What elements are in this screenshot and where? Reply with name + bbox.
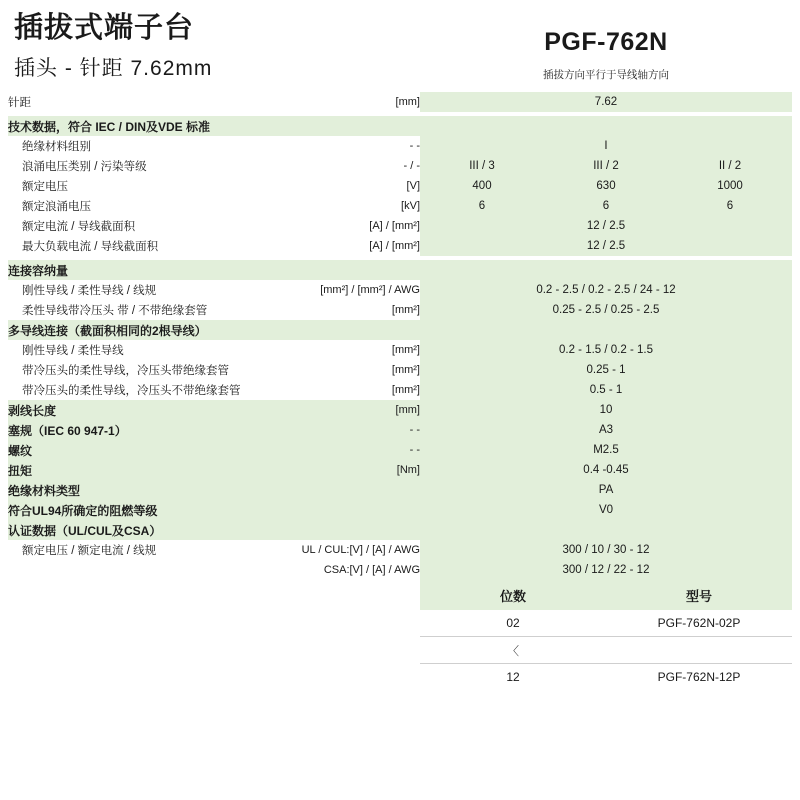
spec-label: [8, 176, 226, 196]
model-table-row: [420, 610, 792, 637]
spec-label: [8, 92, 226, 112]
spec-row: [8, 560, 792, 580]
spec-label-text: 扭矩: [8, 463, 33, 478]
model-table: [420, 580, 792, 690]
spec-row: [8, 360, 792, 380]
spec-label-text: 额定浪涌电压: [22, 201, 91, 213]
spec-label: [8, 480, 226, 500]
spec-label-text: 针距: [8, 97, 31, 109]
spec-label: [8, 540, 226, 560]
model-poles-cell: 〈: [420, 637, 606, 664]
spec-section-row: [8, 480, 792, 500]
spec-row: [8, 92, 792, 112]
model-table-row: [420, 664, 792, 691]
spec-unit: CSA:[V] / [A] / AWG: [226, 560, 420, 580]
spec-unit: - -: [226, 136, 420, 156]
spec-row: [8, 176, 792, 196]
model-type-cell: [606, 637, 792, 664]
spec-label: [8, 360, 229, 380]
spec-row: [8, 156, 792, 176]
spec-value: 12 / 2.5: [420, 216, 792, 236]
spec-value: 0.25 - 1: [420, 360, 792, 380]
spec-unit: - / -: [226, 156, 420, 176]
spec-value-cell: 1000: [717, 180, 743, 192]
model-table-row: [420, 637, 792, 664]
spec-label: [8, 380, 241, 400]
spec-row: [8, 236, 792, 256]
spec-value-cell: II / 2: [718, 160, 742, 172]
spec-unit: [mm²]: [226, 380, 420, 400]
spec-label: [8, 520, 226, 540]
spec-label: [8, 116, 226, 136]
spec-section-row: [8, 116, 792, 136]
spec-section-row: [8, 500, 792, 520]
model-poles-cell: 02: [420, 610, 606, 637]
spec-label-text: 认证数据（UL/CUL及CSA）: [8, 523, 162, 538]
spec-value-cell: 6: [726, 200, 734, 212]
spec-label: [8, 196, 226, 216]
spec-value-cell: III / 2: [593, 160, 619, 172]
spec-value-cell: 630: [596, 180, 616, 192]
spec-label: [8, 400, 226, 420]
spec-label: [8, 280, 226, 300]
spec-value: [420, 320, 792, 340]
spec-section-row: [8, 440, 792, 460]
spec-row: [8, 196, 792, 216]
spec-label-text: 多导线连接（截面积相同的2根导线）: [8, 323, 207, 338]
specification-table: [8, 92, 792, 580]
spec-value: 300 / 10 / 30 - 12: [420, 540, 792, 560]
spec-unit: [mm²]: [226, 340, 420, 360]
spec-section-row: [8, 420, 792, 440]
spec-value-cell: III / 3: [469, 160, 495, 172]
spec-label-text: 符合UL94所确定的阻燃等级: [8, 503, 158, 518]
spec-unit: [226, 320, 420, 340]
spec-value: 0.2 - 2.5 / 0.2 - 2.5 / 24 - 12: [420, 280, 792, 300]
spec-label-text: 刚性导线 / 柔性导线 / 线规: [22, 285, 157, 297]
spec-label-text: 刚性导线 / 柔性导线: [22, 345, 124, 357]
spec-unit: [Nm]: [226, 460, 420, 480]
spec-row: [8, 216, 792, 236]
spec-label-text: 技术数据，符合 IEC / DIN及VDE 标准: [8, 119, 211, 134]
spec-label-text: 带冷压头的柔性导线，冷压头带绝缘套管: [22, 365, 229, 377]
spec-unit: [226, 260, 420, 280]
page-title: 插拔式端子台: [14, 12, 195, 44]
spec-value: 0.5 - 1: [420, 380, 792, 400]
spec-row: [8, 540, 792, 560]
spec-section-row: [8, 460, 792, 480]
page-header: [8, 0, 792, 92]
spec-label-text: 柔性导线带冷压头 带 / 不带绝缘套管: [22, 305, 208, 317]
model-table-header-row: [420, 580, 792, 610]
spec-label: [8, 420, 226, 440]
spec-row: [8, 136, 792, 156]
spec-value: [420, 176, 792, 196]
spec-label: [8, 500, 226, 520]
spec-value-group: [420, 180, 792, 192]
spec-label: [8, 320, 226, 340]
spec-value: 0.25 - 2.5 / 0.25 - 2.5: [420, 300, 792, 320]
spec-unit: UL / CUL:[V] / [A] / AWG: [226, 540, 420, 560]
spec-value: 300 / 12 / 22 - 12: [420, 560, 792, 580]
spec-value: 0.2 - 1.5 / 0.2 - 1.5: [420, 340, 792, 360]
spec-row: [8, 380, 792, 400]
spec-section-row: [8, 520, 792, 540]
spec-value: V0: [420, 500, 792, 520]
spec-label: [8, 156, 226, 176]
model-type-cell: PGF-762N-12P: [606, 664, 792, 691]
spec-value: 0.4 -0.45: [420, 460, 792, 480]
spec-label-text: 连接容纳量: [8, 263, 69, 278]
spec-unit: [A] / [mm²]: [226, 236, 420, 256]
spec-value: I: [420, 136, 792, 156]
spec-row: [8, 300, 792, 320]
header-left: [12, 10, 424, 82]
spec-value: [420, 156, 792, 176]
spec-unit: [mm]: [226, 400, 420, 420]
spec-row: [8, 280, 792, 300]
spec-label-text: 浪涌电压类别 / 污染等级: [22, 161, 147, 173]
spec-label: [8, 216, 226, 236]
spec-label-text: 额定电压: [22, 181, 68, 193]
spec-label-text: 带冷压头的柔性导线，冷压头不带绝缘套管: [22, 385, 241, 397]
spec-value: M2.5: [420, 440, 792, 460]
spec-unit: [A] / [mm²]: [226, 216, 420, 236]
spec-label-text: 绝缘材料类型: [8, 483, 81, 498]
spec-unit: [kV]: [226, 196, 420, 216]
model-table-header-poles: 位数: [420, 580, 606, 610]
spec-label-text: 最大负载电流 / 导线截面积: [22, 241, 159, 253]
spec-value: [420, 520, 792, 540]
model-table-header-type: 型号: [606, 580, 792, 610]
spec-value: [420, 116, 792, 136]
spec-value: [420, 196, 792, 216]
model-name: PGF-762N: [544, 28, 668, 56]
spec-unit: [226, 116, 420, 136]
spec-value-group: [420, 200, 792, 212]
spec-label-text: 额定电压 / 额定电流 / 线规: [22, 545, 157, 557]
spec-unit: [mm²]: [226, 300, 420, 320]
spec-label: [8, 460, 226, 480]
spec-value-cell: 6: [478, 200, 486, 212]
spec-label-text: 剥线长度: [8, 403, 57, 418]
spec-value-group: [420, 160, 792, 172]
spec-unit: - -: [226, 420, 420, 440]
spec-value-cell: 6: [602, 200, 610, 212]
spec-label: [8, 236, 226, 256]
spec-section-row: [8, 400, 792, 420]
spec-unit: [226, 520, 420, 540]
spec-unit: [mm²] / [mm²] / AWG: [226, 280, 420, 300]
spec-unit: [226, 500, 420, 520]
spec-unit: [V]: [226, 176, 420, 196]
spec-label-text: 绝缘材料组别: [22, 141, 91, 153]
spec-unit: [226, 480, 420, 500]
spec-section-row: [8, 320, 792, 340]
spec-label-text: 额定电流 / 导线截面积: [22, 221, 136, 233]
spec-unit: [mm]: [226, 92, 420, 112]
spec-label: [8, 440, 226, 460]
spec-value-cell: 400: [472, 180, 492, 192]
model-table-wrap: [8, 580, 792, 690]
spec-section-row: [8, 260, 792, 280]
spec-value: 10: [420, 400, 792, 420]
model-poles-cell: 12: [420, 664, 606, 691]
spec-label: [8, 136, 226, 156]
spec-label: [8, 260, 226, 280]
spec-value: 7.62: [420, 92, 792, 112]
spec-label-text: 螺纹: [8, 443, 33, 458]
spec-value: [420, 260, 792, 280]
spec-label-text: 塞规（IEC 60 947-1）: [8, 423, 127, 438]
spec-value: PA: [420, 480, 792, 500]
spec-unit: [mm²]: [226, 360, 420, 380]
header-right: [424, 10, 788, 82]
spec-label: [8, 340, 226, 360]
spec-value: A3: [420, 420, 792, 440]
model-type-cell: PGF-762N-02P: [606, 610, 792, 637]
spec-row: [8, 340, 792, 360]
spec-label: [8, 560, 226, 580]
model-note: 插拔方向平行于导线轴方向: [543, 69, 669, 81]
page-subtitle: 插头 - 针距 7.62mm: [14, 57, 213, 81]
spec-label: [8, 300, 226, 320]
spec-unit: - -: [226, 440, 420, 460]
spec-value: 12 / 2.5: [420, 236, 792, 256]
